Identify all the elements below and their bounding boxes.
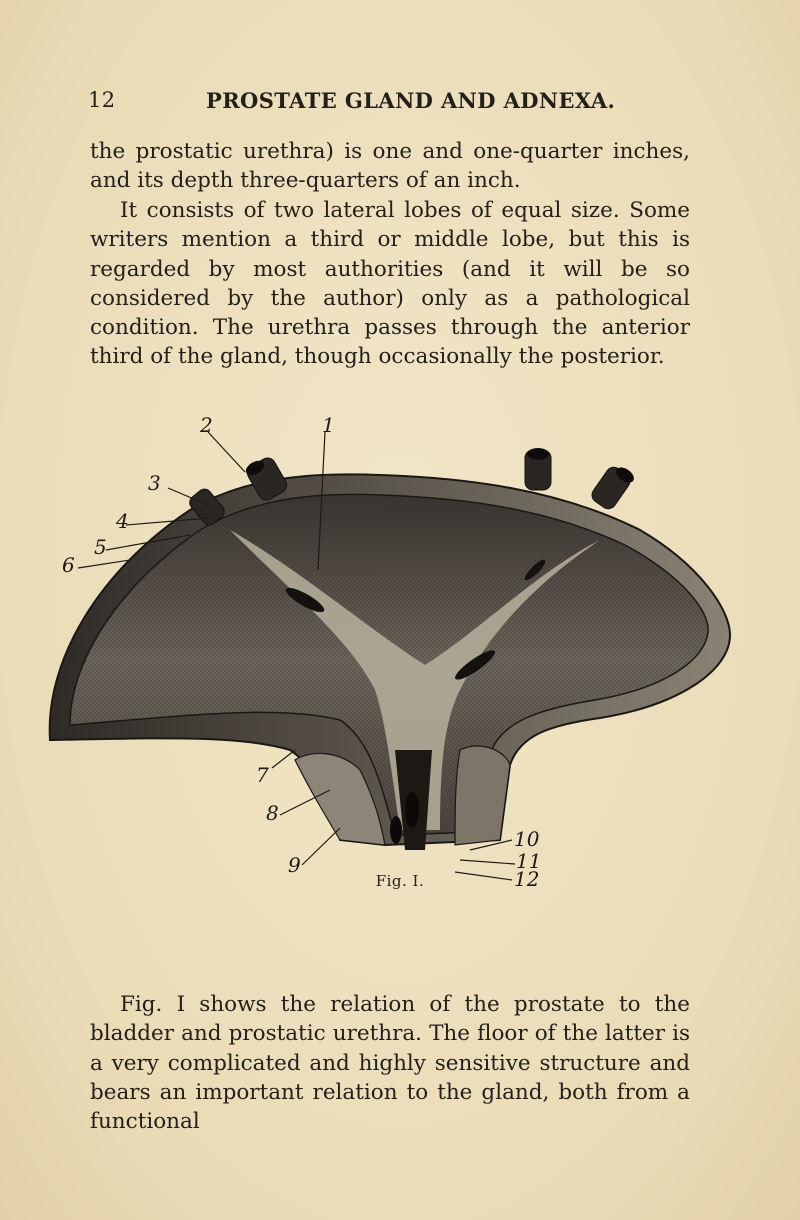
label-11: 11	[516, 849, 542, 873]
label-1: 1	[322, 413, 335, 437]
label-5: 5	[94, 535, 107, 559]
label-8: 8	[266, 801, 279, 825]
label-3: 3	[148, 471, 161, 495]
paragraph-3: Fig. I shows the relation of the prostate to the bladder and prostatic urethra. The floor of the latter is a very complicated and highly sensitive structure and bears an important relation to the gland, both from a functional	[90, 992, 690, 1135]
figure-caption: Fig. I.	[375, 872, 425, 890]
vas-deferens-right	[589, 464, 637, 512]
running-head	[88, 88, 728, 118]
label-9: 9	[288, 853, 301, 877]
label-2: 2	[200, 413, 213, 437]
label-12: 12	[514, 867, 540, 891]
paragraph-1: the prostatic urethra) is one and one-quarter inches, and its depth three-quarters of an inch.	[90, 139, 690, 194]
paragraph-2: It consists of two lateral lobes of equal size. Some writers mention a third or middle lobe, but this is regarded by most authorities (and it will be so considered by the author) only as a pathological condition. The urethra passes through the anterior third of the gland, though occasionally the posterior.	[90, 198, 690, 370]
label-10: 10	[514, 827, 540, 851]
label-6: 6	[62, 553, 75, 577]
ureter-right	[525, 448, 551, 490]
running-title: PROSTATE GLAND AND ADNEXA.	[206, 88, 616, 113]
prostate-right-lobe	[455, 746, 510, 845]
label-4: 4	[116, 509, 129, 533]
page-number: 12	[88, 88, 116, 112]
label-7: 7	[256, 763, 269, 787]
